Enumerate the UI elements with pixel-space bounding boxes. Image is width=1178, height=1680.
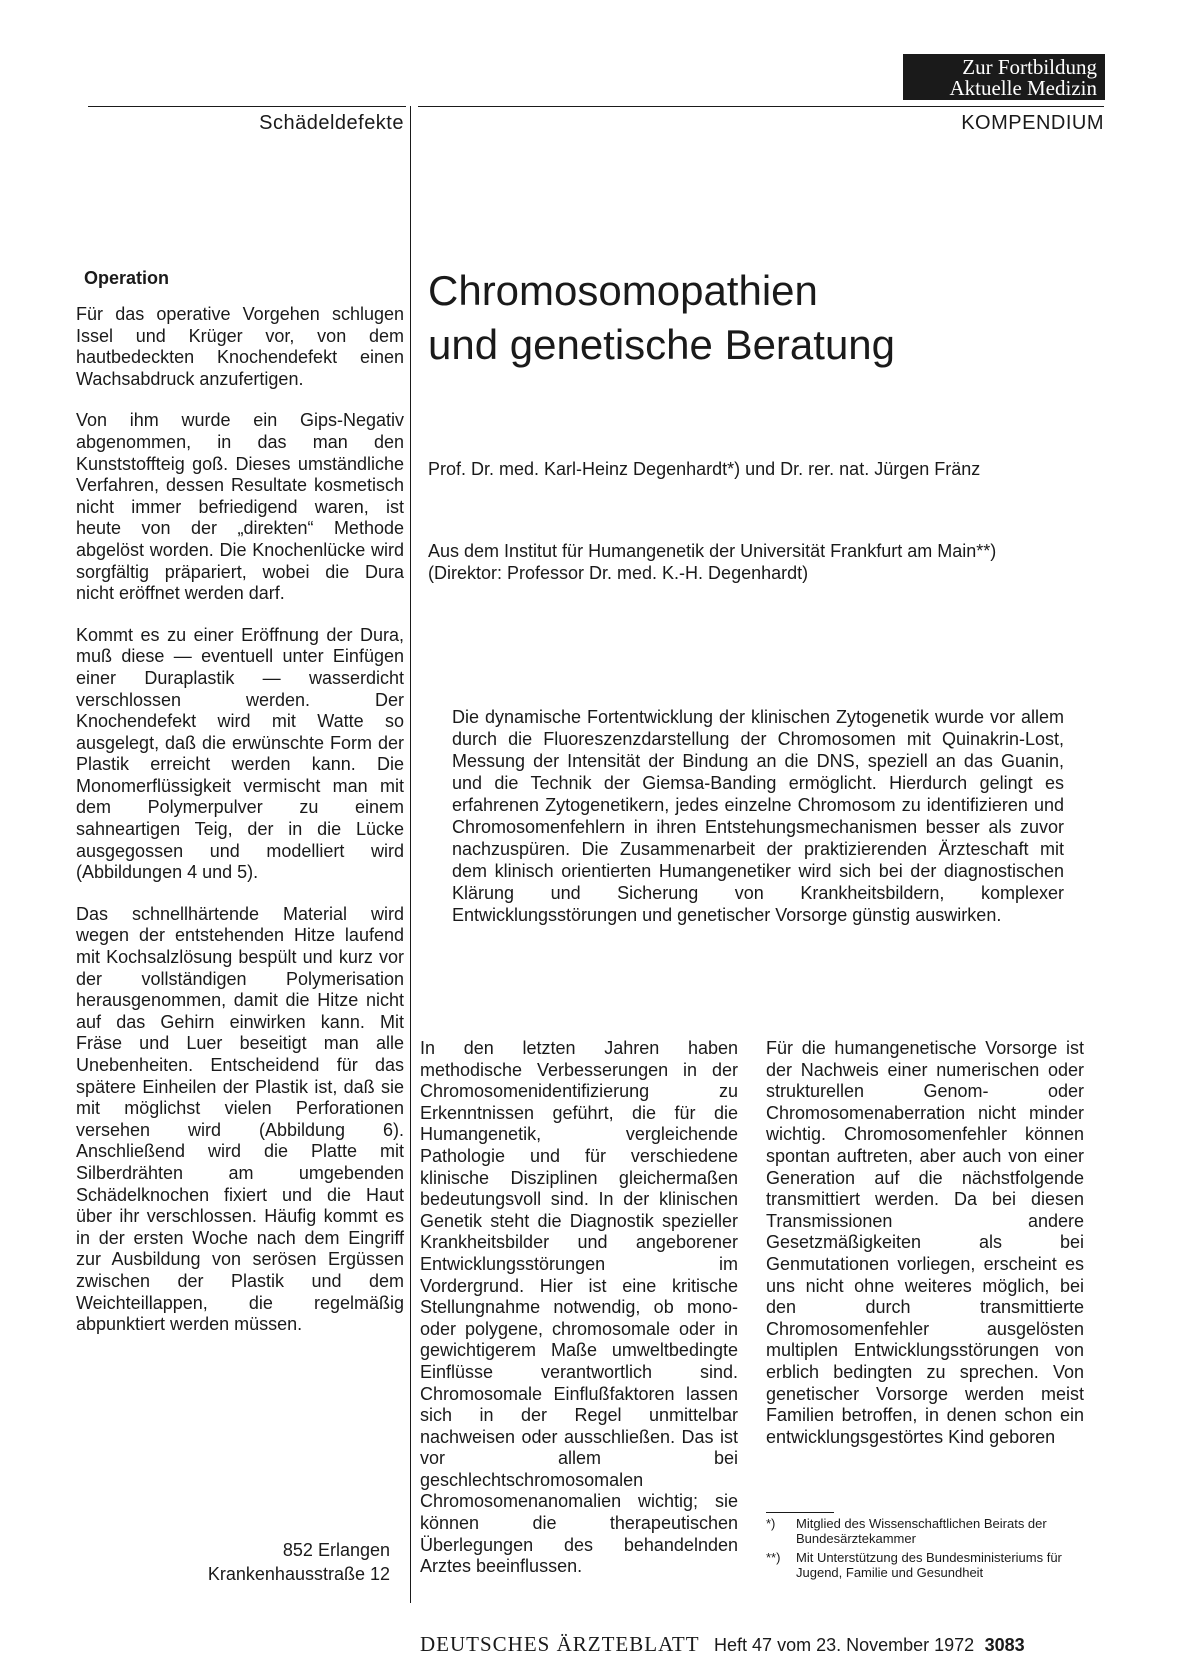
body-column-2: Für die humangenetische Vorsorge ist der Nachweis einer numerischen oder strukturellen Genom- oder Chromosomenaberration nicht minder wichtig. Chromosomenfehler können spontan auftreten, aber auch von einer Generation auf die nächstfolgende transmittiert werden. Da bei diesen Transmissionen andere Gesetzmäßigkeiten als bei Genmutationen vorliegen, erscheint es uns nicht ohne weiteres möglich, bei den durch transmittierte Chromosomenfehler ausgelösten multiplen Entwicklungsstörungen von erblich bedingten zu sprechen. Von genetischer Vorsorge werden meist Familien betroffen, in denen schon ein entwicklungsgestörtes Kind geboren xyxy=(766,1038,1084,1447)
article-title xyxy=(428,264,1098,372)
left-paragraph: Das schnellhärtende Material wird wegen der entstehenden Hitze laufend mit Kochsalzlösung bespült und kurz vor der vollständigen Polymerisation herausgenommen, damit die Hitze nicht auf das Gehirn einwirken kann. Mit Fräse und Luer beseitigt man alle Unebenheiten. Entscheidend für das spätere Einheilen der Plastik ist, daß sie mit möglichst vielen Perforationen versehen wird (Abbildung 6). Anschließend wird die Platte mit Silberdrähten am umgebenden Schädelknochen fixiert und die Haut über ihr verschlossen. Häufig kommt es in der ersten Woche nach dem Eingriff zur Ausbildung von serösen Ergüssen zwischen der Plastik und dem Weichteillappen, die regelmäßig abpunktiert werden müssen. xyxy=(76,903,404,1335)
section-badge xyxy=(903,54,1105,100)
footnote-mark: **) xyxy=(766,1550,781,1565)
section-subheading: Operation xyxy=(84,268,170,288)
footnote-text: Mit Unterstützung des Bundesministeriums für Jugend, Familie und Gesundheit xyxy=(796,1550,1062,1580)
badge-line-1: Zur Fortbildung xyxy=(962,55,1097,79)
column-divider xyxy=(410,106,411,1603)
article-authors: Prof. Dr. med. Karl-Heinz Degenhardt*) und Dr. rer. nat. Jürgen Fränz xyxy=(428,459,981,479)
footnotes xyxy=(766,1516,1086,1584)
address-city: 852 Erlangen xyxy=(282,1540,390,1560)
footnote xyxy=(766,1516,1086,1546)
page-footer xyxy=(420,1632,1110,1657)
title-line-2: und genetische Beratung xyxy=(428,321,896,368)
footnote-mark: *) xyxy=(766,1516,776,1531)
left-paragraph: Kommt es zu einer Eröffnung der Dura, muß diese — eventuell unter Einfügen einer Duraplastik — wasserdicht verschlossen werden. Der Knochendefekt wird mit Watte so ausgelegt, daß die erwünschte Form der Plastik erreicht werden kann. Die Monomerflüssigkeit vermischt man mit dem Polymerpulver zu einem sahneartigen Teig, der in die Lücke ausgegossen und modelliert wird (Abbildungen 4 und 5). xyxy=(76,624,404,883)
author-address xyxy=(150,1538,390,1586)
badge-line-2: Aktuelle Medizin xyxy=(949,76,1097,100)
title-line-1: Chromosomopathien xyxy=(428,267,818,314)
page-number: 3083 xyxy=(984,1635,1025,1655)
affiliation-line-2: (Direktor: Professor Dr. med. K.-H. Degenhardt) xyxy=(428,563,809,583)
footnote-rule xyxy=(766,1512,834,1513)
journal-name: DEUTSCHES ÄRZTEBLATT xyxy=(420,1632,700,1656)
running-header-left: Schädeldefekte xyxy=(259,112,404,134)
header-rule-right xyxy=(418,106,1104,107)
address-street: Krankenhausstraße 12 xyxy=(207,1564,390,1584)
header-rule-left xyxy=(88,106,406,107)
running-header-right: KOMPENDIUM xyxy=(961,112,1104,134)
footnote xyxy=(766,1550,1086,1580)
affiliation-line-1: Aus dem Institut für Humangenetik der Universität Frankfurt am Main**) xyxy=(428,541,997,561)
article-affiliation xyxy=(428,540,1108,584)
article-abstract: Die dynamische Fortentwicklung der klinischen Zytogenetik wurde vor allem durch die Fluoreszenzdarstellung der Chromosomen mit Quinakrin-Lost, Messung der Intensität der Bindung an die DNS, speziell an das Guanin, und die Technik der Giemsa-Banding ermöglicht. Hierdurch gelingt es erfahrenen Zytogenetikern, jedes einzelne Chromosom zu identifizieren und Chromosomenfehlern in ihren Entstehungsmechanismen besser als zuvor nachzuspüren. Die Zusammenarbeit der praktizierenden Ärzteschaft mit dem klinisch orientierten Humangenetiker wird sich bei der diagnostischen Klärung und Sicherung von Krankheitsbildern, komplexer Entwicklungsstörungen und genetischer Vorsorge günstig auswirken. xyxy=(452,707,1064,925)
left-paragraph: Von ihm wurde ein Gips-Negativ abgenommen, in das man den Kunststoffteig goß. Dieses umständliche Verfahren, dessen Resultate kosmetisch nicht immer befriedigend waren, ist heute von der „direkten“ Methode abgelöst worden. Die Knochenlücke wird sorgfältig präpariert, wobei die Dura nicht eröffnet werden darf. xyxy=(76,410,404,604)
issue-info: Heft 47 vom 23. November 1972 xyxy=(714,1635,975,1655)
left-paragraph: Für das operative Vorgehen schlugen Issel und Krüger vor, von dem hautbedeckten Knochendefekt einen Wachsabdruck anzufertigen. xyxy=(76,304,404,389)
left-column-text xyxy=(76,304,404,1356)
body-column-1: In den letzten Jahren haben methodische Verbesserungen in der Chromosomenidentifizierung zu Erkenntnissen geführt, die für die Humangenetik, vergleichende Pathologie und für verschiedene klinische Disziplinen gleichermaßen bedeutungsvoll sind. In der klinischen Genetik steht die Diagnostik spezieller Krankheitsbilder und angeborener Entwicklungsstörungen im Vordergrund. Hier ist eine kritische Stellungnahme notwendig, ob mono- oder polygene, chromosomale oder in gewichtigerem Maße umweltbedingte Einflüsse verantwortlich sind. Chromosomale Einflußfaktoren lassen sich in der Regel unmittelbar nachweisen oder ausschließen. Das ist vor allem bei geschlechtschromosomalen Chromosomenanomalien wichtig; sie können die therapeutischen Überlegungen des behandelnden Arztes beeinflussen. xyxy=(420,1038,738,1577)
footnote-text: Mitglied des Wissenschaftlichen Beirats der Bundesärztekammer xyxy=(796,1516,1047,1546)
